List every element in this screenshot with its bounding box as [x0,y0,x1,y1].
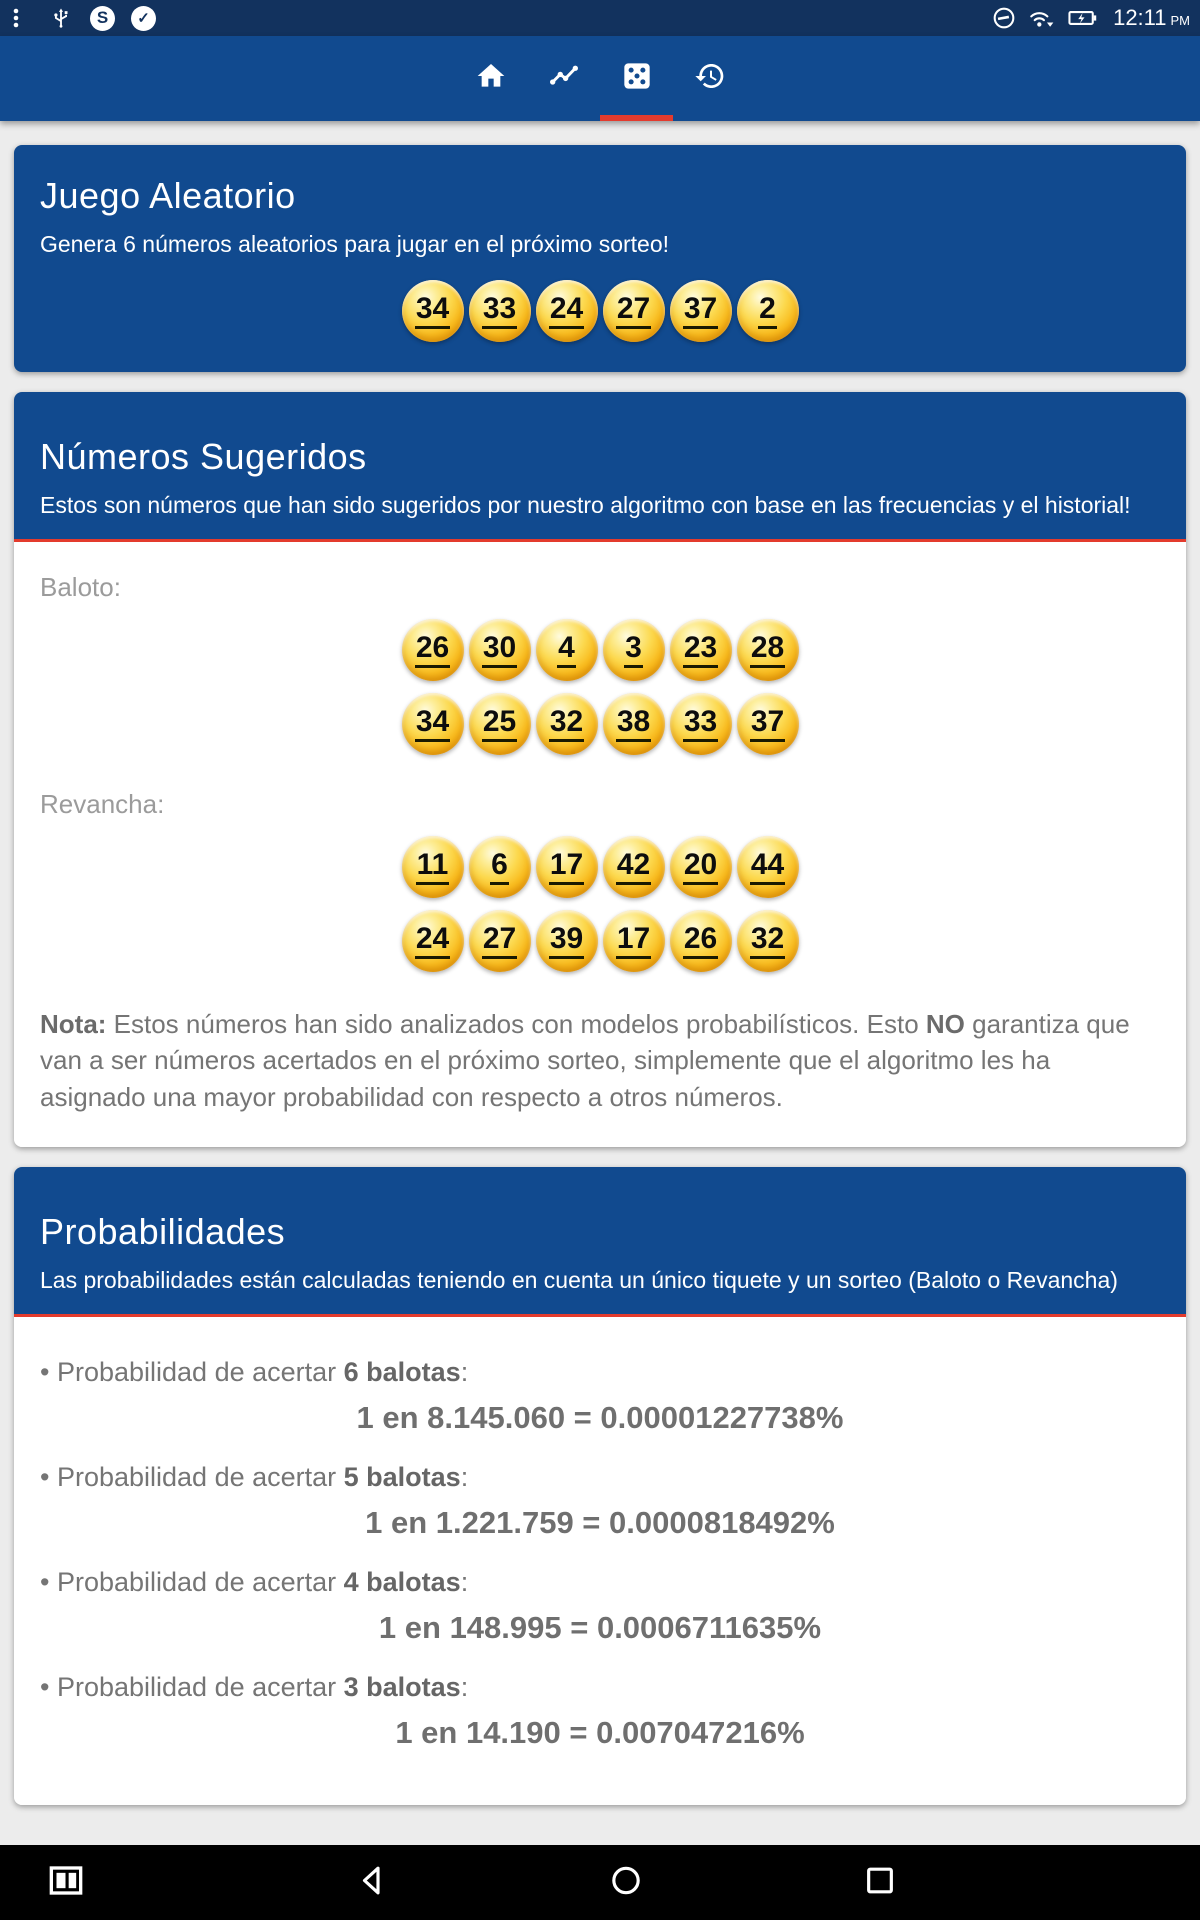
lottery-ball [402,280,464,342]
check-icon: ✓ [131,6,156,31]
probability-label-text: : [460,1357,469,1388]
recents-icon [860,1860,900,1905]
random-game-title: Juego Aleatorio [40,175,296,216]
ball-number: 30 [482,633,517,668]
ball-number: 27 [482,924,517,959]
clock [1113,5,1190,31]
revancha-label: Revancha: [40,789,165,820]
lottery-ball [469,619,531,681]
probability-label [40,1462,1160,1493]
split-screen-button[interactable] [46,1860,86,1905]
probability-value: 1 en 14.190 = 0.007047216% [395,1715,805,1751]
ball-number: 28 [750,633,785,668]
probability-label-bold: 4 balotas [343,1567,461,1598]
probability-label-bold: 6 balotas [343,1357,461,1388]
lottery-ball [670,619,732,681]
skype-icon: S [90,6,115,31]
ball-number: 24 [549,294,584,329]
random-game-card[interactable] [14,145,1186,372]
ball-number: 32 [549,707,584,742]
tab-history[interactable] [673,36,746,121]
ball-number: 17 [549,850,584,885]
status-bar [0,0,1200,36]
ball-number: 2 [758,294,777,329]
random-game-subtitle: Genera 6 números aleatorios para jugar en el próximo sorteo! [40,231,670,257]
back-button[interactable] [352,1860,392,1905]
ball-number: 34 [415,294,450,329]
lottery-ball [536,619,598,681]
back-icon [352,1860,392,1905]
tab-random-numbers[interactable] [600,36,673,121]
ball-number: 38 [616,707,651,742]
lottery-ball [737,910,799,972]
baloto-ball-row [40,619,1160,681]
ball-number: 26 [415,633,450,668]
ball-number: 4 [557,633,576,668]
suggested-subtitle: Estos son números que han sido sugeridos por nuestro algoritmo con base en las frecuencias y el historial! [40,492,1131,519]
probability-value: 1 en 148.995 = 0.0006711635% [378,1610,822,1646]
probability-label-text: : [460,1672,469,1703]
probability-label-text: • Probabilidad de acertar [40,1462,344,1493]
lottery-ball [402,836,464,898]
note-text [40,1006,1160,1115]
usb-icon [48,5,74,31]
probabilities-title: Probabilidades [40,1211,286,1253]
home-icon [475,60,507,97]
suggested-numbers-card [14,392,1186,1147]
lottery-ball [402,910,464,972]
probability-value: 1 en 1.221.759 = 0.0000818492% [365,1505,835,1541]
app-tab-bar [0,36,1200,121]
ball-number: 25 [482,707,517,742]
random-ball-row [40,280,1160,342]
ball-number: 34 [415,707,450,742]
ball-number: 23 [683,633,718,668]
history-icon [694,60,726,97]
ball-number: 39 [549,924,584,959]
lottery-ball [737,693,799,755]
time-text: 12:11 [1113,5,1167,30]
tab-home[interactable] [454,36,527,121]
note-segment: Estos números han sido analizados con modelos probabilísticos. Esto [106,1009,926,1040]
probability-label-text: : [460,1567,469,1598]
suggested-body [14,542,1186,1147]
probabilities-body [14,1317,1186,1805]
lottery-ball [603,693,665,755]
probabilities-card [14,1167,1186,1805]
ball-number: 3 [624,633,643,668]
home-circle-icon [606,1860,646,1905]
lottery-ball [469,910,531,972]
probabilities-subtitle: Las probabilidades están calculadas teniendo en cuenta un único tiquete y un sorteo (Baloto o Revancha) [40,1267,1118,1294]
lottery-ball [603,836,665,898]
lottery-ball [670,836,732,898]
lottery-ball [402,619,464,681]
lottery-ball [536,910,598,972]
probability-label-text: • Probabilidad de acertar [40,1567,344,1598]
ball-number: 17 [616,924,651,959]
probabilities-header [14,1167,1186,1314]
lottery-ball [670,280,732,342]
probability-label-bold: 3 balotas [343,1672,461,1703]
note-bold: Nota: [40,1009,107,1040]
ball-number: 42 [616,850,651,885]
lottery-ball [737,836,799,898]
revancha-ball-row [40,836,1160,898]
probability-label-bold: 5 balotas [343,1462,461,1493]
wifi-icon [1027,5,1057,31]
lottery-ball [469,280,531,342]
system-nav-bar [0,1845,1200,1920]
probability-label-text: • Probabilidad de acertar [40,1357,344,1388]
probability-value: 1 en 8.145.060 = 0.00001227738% [356,1400,844,1436]
ball-number: 33 [482,294,517,329]
dice-icon [621,60,653,97]
baloto-ball-row [40,693,1160,755]
do-not-disturb-icon [991,5,1017,31]
probability-label [40,1672,1160,1703]
suggested-header [14,392,1186,539]
trending-icon [547,60,581,97]
probability-label-text: : [460,1462,469,1493]
ball-number: 32 [750,924,785,959]
lottery-ball [603,280,665,342]
lottery-ball [603,910,665,972]
note-bold: NO [925,1009,965,1040]
probability-label [40,1357,1160,1388]
ball-number: 37 [683,294,718,329]
note-segment: garantiza que van a ser números acertados en el próximo sorteo, simplemente que el algoritmo les ha asignado una mayor probabilidad con respecto a otros números. [40,1009,1130,1112]
lottery-ball [737,280,799,342]
battery-charging-icon [1067,5,1099,31]
ball-number: 27 [616,294,651,329]
ball-number: 26 [683,924,718,959]
split-screen-icon [46,1860,86,1905]
tab-statistics[interactable] [527,36,600,121]
lottery-ball [536,280,598,342]
recents-button[interactable] [860,1860,900,1905]
lottery-ball [402,693,464,755]
ball-number: 24 [415,924,450,959]
ball-number: 6 [490,850,509,885]
ball-number: 37 [750,707,785,742]
lottery-ball [536,693,598,755]
more-icon [10,6,32,30]
revancha-ball-row [40,910,1160,972]
ball-number: 11 [416,850,450,885]
suggested-title: Números Sugeridos [40,436,367,478]
lottery-ball [670,910,732,972]
baloto-label: Baloto: [40,572,121,603]
lottery-ball [603,619,665,681]
lottery-ball [469,836,531,898]
ball-number: 20 [683,850,718,885]
lottery-ball [536,836,598,898]
meridiem-text: PM [1170,13,1190,28]
probability-label-text: • Probabilidad de acertar [40,1672,344,1703]
lottery-ball [737,619,799,681]
ball-number: 44 [750,850,785,885]
probability-label [40,1567,1160,1598]
ball-number: 33 [683,707,718,742]
home-button[interactable] [606,1860,646,1905]
lottery-ball [670,693,732,755]
lottery-ball [469,693,531,755]
